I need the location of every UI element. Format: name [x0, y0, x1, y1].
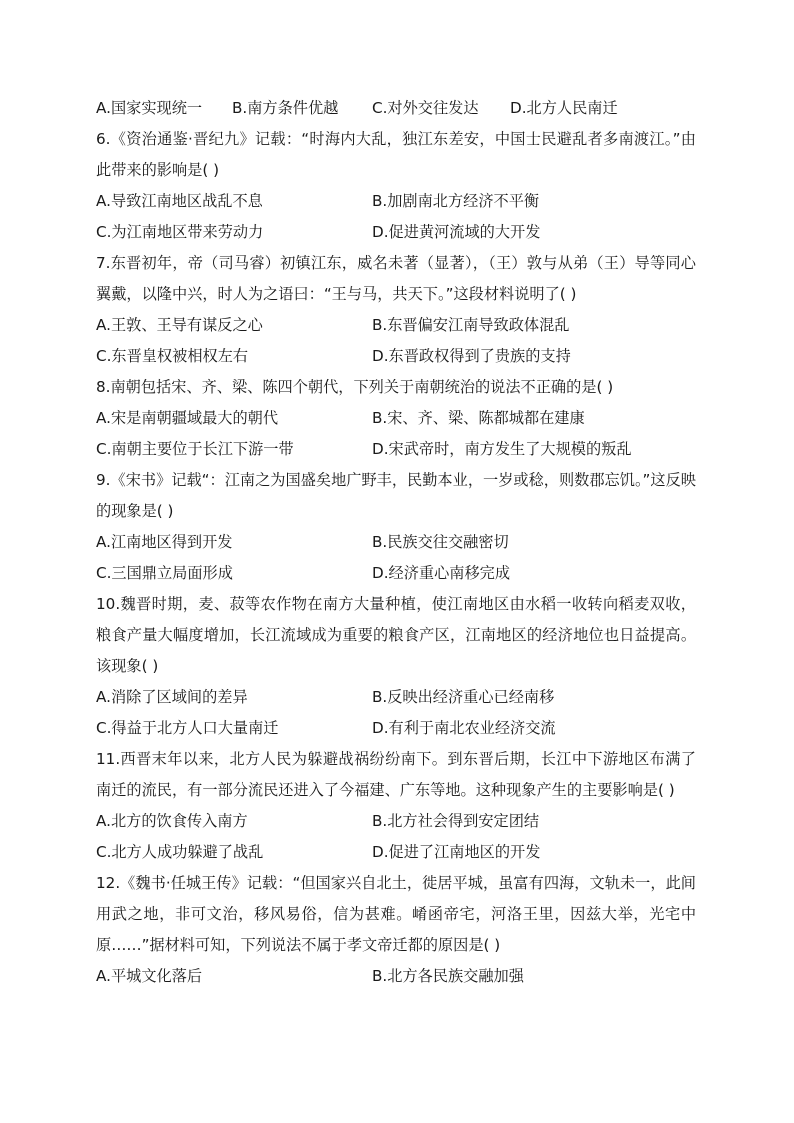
q9-option-d[interactable]: D.经济重心南移完成: [372, 564, 511, 582]
q5-option-b[interactable]: B.南方条件优越: [232, 99, 339, 117]
q6-option-a[interactable]: A.导致江南地区战乱不息: [96, 192, 263, 210]
q10-options-row-1: [96, 682, 696, 713]
q11-options-row-2: [96, 837, 696, 868]
q8-option-d[interactable]: D.宋武帝时，南方发生了大规模的叛乱: [372, 440, 632, 458]
q11-option-c[interactable]: C.北方人成功躲避了战乱: [96, 843, 264, 861]
q12-options-row-1: [96, 961, 696, 992]
q10-option-d[interactable]: D.有利于南北农业经济交流: [372, 719, 556, 737]
q8-stem: 8.南朝包括宋、齐、梁、陈四个朝代，下列关于南朝统治的说法不正确的是( ): [96, 378, 614, 396]
q7-option-a[interactable]: A.王敦、王导有谋反之心: [96, 316, 263, 334]
q6-stem: 6.《资治通鉴·晋纪九》记载：“时海内大乱，独江东差安，中国士民避乱者多南渡江。”由此带来的影响是( ): [96, 130, 696, 179]
q6-option-b[interactable]: B.加剧南北方经济不平衡: [372, 192, 540, 210]
q5-option-c[interactable]: C.对外交往发达: [372, 99, 479, 117]
q6-option-d[interactable]: D.促进黄河流域的大开发: [372, 223, 541, 241]
q8-option-a[interactable]: A.宋是南朝疆域最大的朝代: [96, 409, 279, 427]
q11-option-a[interactable]: A.北方的饮食传入南方: [96, 812, 248, 830]
q10-options-row-2: [96, 713, 696, 744]
q5-option-d[interactable]: D.北方人民南迁: [510, 99, 618, 117]
q8-option-c[interactable]: C.南朝主要位于长江下游一带: [96, 440, 294, 458]
q9-options-row-1: [96, 527, 696, 558]
question-sheet: [96, 93, 696, 992]
q6-option-c[interactable]: C.为江南地区带来劳动力: [96, 223, 264, 241]
q9-stem: 9.《宋书》记载“：江南之为国盛矣地广野丰，民勤本业，一岁或稔，则数郡忘饥。”这反映的现象是( ): [96, 471, 696, 520]
q7-stem: 7.东晋初年，帝（司马睿）初镇江东，威名未著（显著），（王）敦与从弟（王）导等同心翼戴，以隆中兴，时人为之语曰：“王与马，共天下。”这段材料说明了( ): [96, 254, 696, 303]
q12-option-a[interactable]: A.平城文化落后: [96, 967, 203, 985]
q7-options-row-2: [96, 341, 696, 372]
q10-option-b[interactable]: B.反映出经济重心已经南移: [372, 688, 555, 706]
q9-options-row-2: [96, 558, 696, 589]
q7-option-b[interactable]: B.东晋偏安江南导致政体混乱: [372, 316, 570, 334]
q7-options-row-1: [96, 310, 696, 341]
q9-option-c[interactable]: C.三国鼎立局面形成: [96, 564, 233, 582]
q8-options-row-1: [96, 403, 696, 434]
q6-options-row-2: [96, 217, 696, 248]
q6-options-row-1: [96, 186, 696, 217]
q8-option-b[interactable]: B.宋、齐、梁、陈都城都在建康: [372, 409, 585, 427]
q5-options: [96, 93, 696, 124]
q7-option-d[interactable]: D.东晋政权得到了贵族的支持: [372, 347, 571, 365]
q5-option-a[interactable]: A.国家实现统一: [96, 99, 203, 117]
q7-option-c[interactable]: C.东晋皇权被相权左右: [96, 347, 249, 365]
q10-option-a[interactable]: A.消除了区域间的差异: [96, 688, 248, 706]
q10-stem: 10.魏晋时期，麦、菽等农作物在南方大量种植，使江南地区由水稻一收转向稻麦双收，粮食产量大幅度增加，长江流域成为重要的粮食产区，江南地区的经济地位也日益提高。该现象( ): [96, 595, 696, 675]
q11-options-row-1: [96, 806, 696, 837]
q12-option-b[interactable]: B.北方各民族交融加强: [372, 967, 524, 985]
q11-option-d[interactable]: D.促进了江南地区的开发: [372, 843, 541, 861]
q10-option-c[interactable]: C.得益于北方人口大量南迁: [96, 719, 279, 737]
q11-option-b[interactable]: B.北方社会得到安定团结: [372, 812, 540, 830]
q12-stem: 12.《魏书·任城王传》记载：“但国家兴自北土，徙居平城，虽富有四海，文轨未一，此间用武之地，非可文治，移风易俗，信为甚难。崤函帝宅，河洛王里，因兹大举，光宅中原……”据材料可知，下列说法不属于孝文帝迁都的原因是( ): [96, 874, 696, 954]
q9-option-b[interactable]: B.民族交往交融密切: [372, 533, 509, 551]
q9-option-a[interactable]: A.江南地区得到开发: [96, 533, 233, 551]
q8-options-row-2: [96, 434, 696, 465]
q11-stem: 11.西晋末年以来，北方人民为躲避战祸纷纷南下。到东晋后期，长江中下游地区布满了南迁的流民，有一部分流民还进入了今福建、广东等地。这种现象产生的主要影响是( ): [96, 750, 696, 799]
